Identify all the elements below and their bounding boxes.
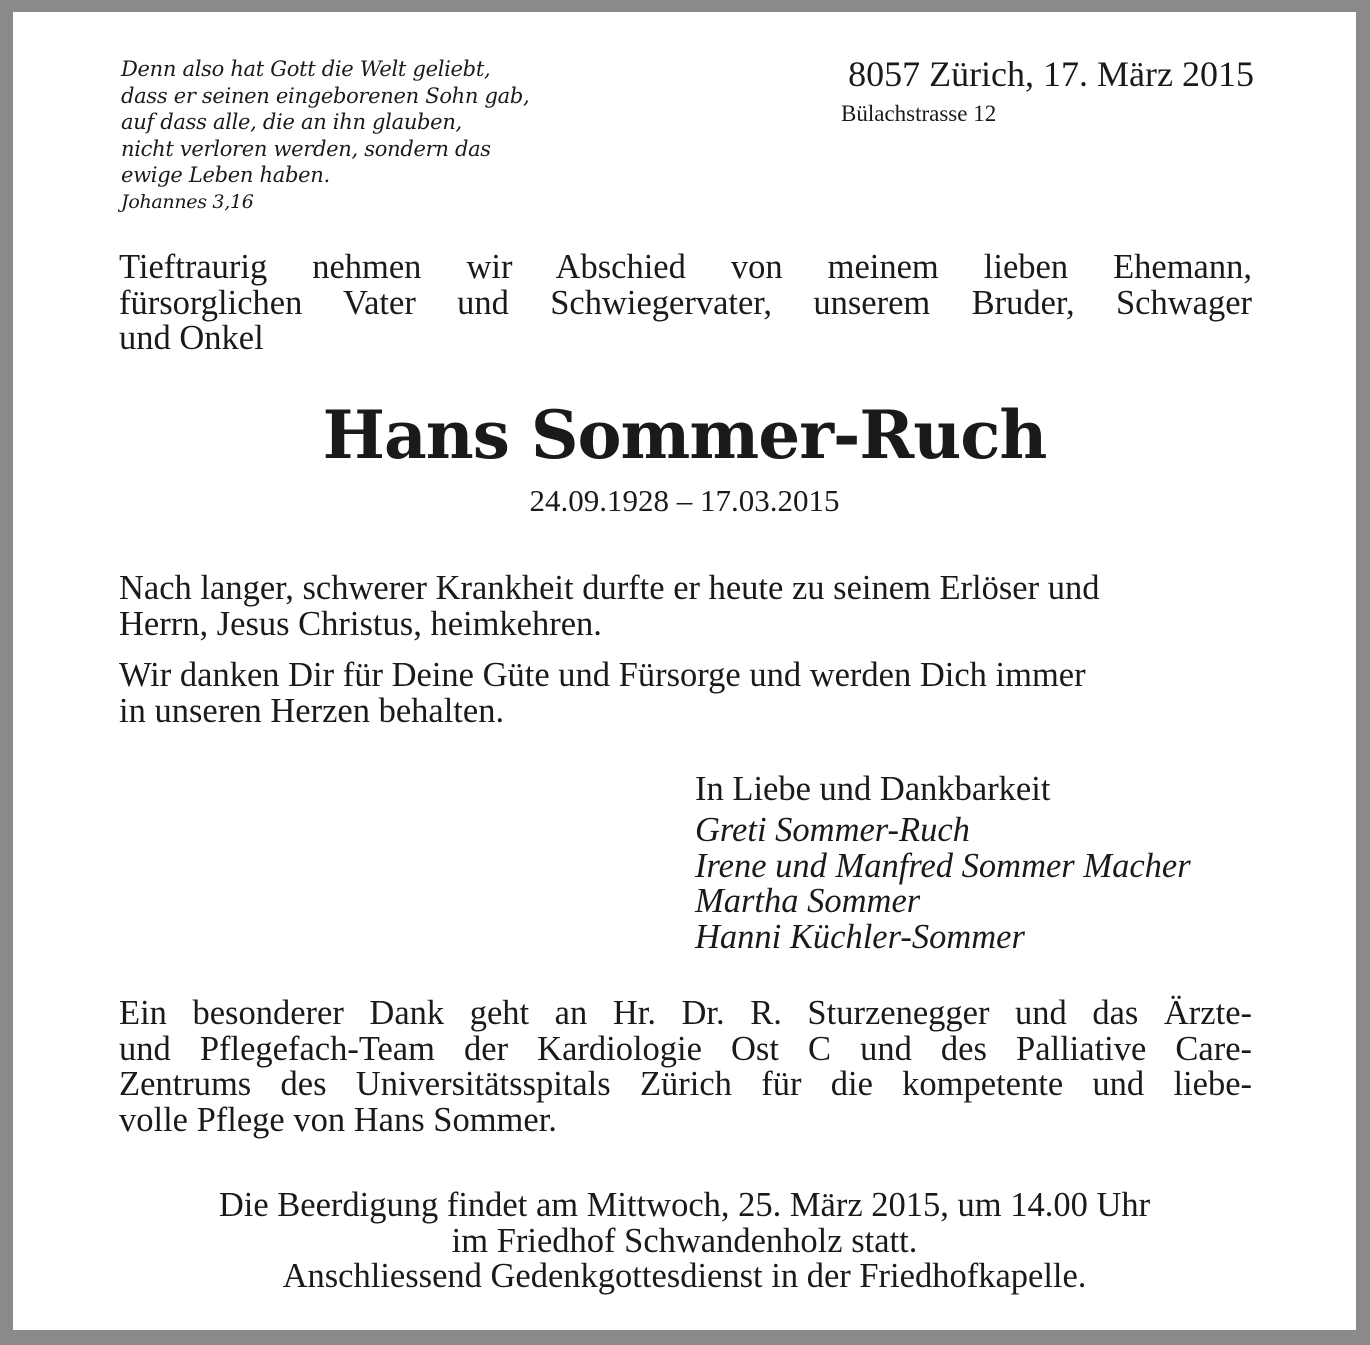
- funeral-info: [13, 1188, 1356, 1295]
- signer-name: Martha Sommer: [695, 882, 921, 921]
- verse-line: nicht verloren werden, sondern das: [121, 136, 491, 161]
- paragraph-line: Nach langer, schwerer Krankheit durfte er heute zu seinem Erlöser und: [119, 569, 1100, 607]
- deceased-name: Hans Sommer-Ruch: [322, 396, 1047, 474]
- paragraph-line: Herrn, Jesus Christus, heimkehren.: [119, 604, 602, 643]
- funeral-line: Die Beerdigung findet am Mittwoch, 25. März 2015, um 14.00 Uhr: [218, 1186, 1151, 1224]
- funeral-line: Anschliessend Gedenkgottesdienst in der Friedhofkapelle.: [282, 1257, 1087, 1296]
- signer-name: Greti Sommer-Ruch: [695, 811, 970, 849]
- paragraph-line: Ein besonderer Dank geht an Hr. Dr. R. Sturzenegger und das Ärzte-: [119, 994, 1252, 1032]
- funeral-line: im Friedhof Schwandenholz statt.: [451, 1221, 918, 1260]
- place-and-date: 8057 Zürich, 17. März 2015: [848, 54, 1254, 94]
- signer-name: Hanni Küchler-Sommer: [695, 918, 1025, 957]
- bible-verse: [121, 56, 591, 215]
- intro-line: Tieftraurig nehmen wir Abschied von meinem lieben Ehemann,: [119, 248, 1252, 286]
- address: Bülachstrasse 12: [841, 101, 997, 126]
- intro-line: fürsorglichen Vater und Schwiegervater, unserem Bruder, Schwager: [119, 283, 1252, 322]
- paragraph-thanks: [119, 996, 1252, 1138]
- paragraph-line: Zentrums des Universitätsspitals Zürich für die kompetente und liebe-: [119, 1065, 1252, 1103]
- paragraph-line: in unseren Herzen behalten.: [119, 691, 505, 730]
- verse-line: Denn also hat Gott die Welt geliebt,: [121, 57, 491, 81]
- signer-name: Irene und Manfred Sommer Macher: [695, 846, 1191, 885]
- closing-phrase: In Liebe und Dankbarkeit: [695, 770, 1051, 808]
- verse-reference: Johannes 3,16: [121, 190, 254, 213]
- intro-line: und Onkel: [119, 319, 264, 357]
- obituary-notice: [13, 12, 1356, 1330]
- life-dates: 24.09.1928 – 17.03.2015: [529, 483, 840, 518]
- paragraph-passing: [119, 571, 1252, 642]
- verse-line: dass er seinen eingeborenen Sohn gab,: [121, 83, 530, 108]
- paragraph-line: Wir danken Dir für Deine Güte und Fürsorge und werden Dich immer: [119, 656, 1086, 694]
- intro-text: [119, 250, 1252, 357]
- verse-line: ewige Leben haben.: [121, 163, 330, 187]
- paragraph-gratitude: [119, 658, 1252, 729]
- signers-list: [695, 813, 1191, 956]
- paragraph-line: volle Pflege von Hans Sommer.: [119, 1100, 557, 1139]
- verse-line: auf dass alle, die an ihn glauben,: [121, 110, 462, 134]
- paragraph-line: und Pflegefach-Team der Kardiologie Ost C und des Palliative Care-: [119, 1029, 1252, 1068]
